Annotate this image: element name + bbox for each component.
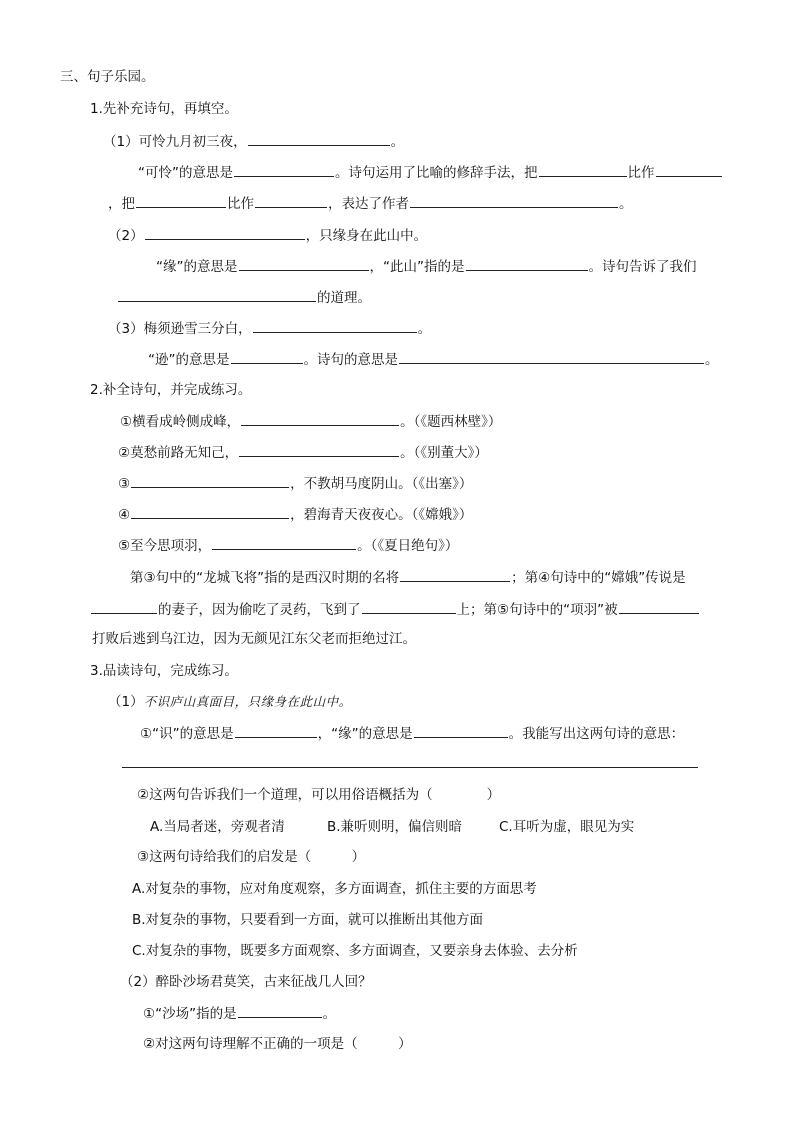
text: ③ xyxy=(118,476,131,492)
q3-p1-s2: ②这两句告诉我们一个道理，可以用俗语概括为（ ） xyxy=(137,787,501,803)
blank[interactable] xyxy=(255,194,327,208)
blank[interactable] xyxy=(253,319,417,333)
blank[interactable] xyxy=(118,288,316,302)
q2-para-b xyxy=(90,600,700,619)
blank[interactable] xyxy=(131,505,289,519)
q1-p2-sub-a xyxy=(156,257,697,276)
option-b[interactable]: B.兼听则明，偏信则暗 xyxy=(327,819,463,835)
blank[interactable] xyxy=(131,474,289,488)
text: ②莫愁前路无知己， xyxy=(118,445,239,461)
q2-title: 2.补全诗句，并完成练习。 xyxy=(90,382,252,398)
q3-p2-line: （2）醉卧沙场君莫笑，古来征战几人回？ xyxy=(120,974,372,990)
blank[interactable] xyxy=(248,132,390,146)
q1-p3-line xyxy=(108,319,431,338)
option-c[interactable]: C.对复杂的事物，既要多方面观察、多方面调查，又要亲身去体验、去分析 xyxy=(132,943,578,959)
blank[interactable] xyxy=(362,600,456,614)
blank[interactable] xyxy=(241,412,399,426)
q1-p3-sub-a xyxy=(148,350,719,369)
blank[interactable] xyxy=(239,257,369,271)
text: 。 xyxy=(619,196,633,212)
q1-p1-end: 。 xyxy=(390,134,405,150)
option-a[interactable]: A.当局者迷，旁观者清 xyxy=(150,819,285,835)
q3-title: 3.品读诗句，完成练习。 xyxy=(90,663,238,679)
text: 。 xyxy=(322,1006,337,1022)
text: ，“此山”指的是 xyxy=(369,259,465,275)
poem-text: 不识庐山真面目，只缘身在此山中。 xyxy=(143,694,352,709)
q1-p2-sub-b xyxy=(117,288,371,307)
text: ，“缘”的意思是 xyxy=(317,726,413,742)
text: 的道理。 xyxy=(317,290,371,306)
q3-p1-s3: ③这两句诗给我们的启发是（ ） xyxy=(137,849,366,865)
text: ①“识”的意思是 xyxy=(140,726,234,742)
text: 。 xyxy=(705,352,719,368)
q2-item-2 xyxy=(118,443,488,462)
blank[interactable] xyxy=(410,194,618,208)
blank[interactable] xyxy=(231,350,303,364)
q1-p1-sub-a xyxy=(138,163,723,182)
text: ；第④句诗中的“嫦娥”传说是 xyxy=(511,570,686,586)
blank[interactable] xyxy=(136,194,226,208)
text: 。（《别董大》） xyxy=(400,445,488,461)
text: 。诗句的意思是 xyxy=(303,352,398,368)
blank[interactable] xyxy=(234,163,334,177)
text: （3）梅须逊雪三分白， xyxy=(108,321,252,337)
blank[interactable] xyxy=(238,1004,322,1018)
text: 。 xyxy=(417,321,432,337)
text: ①“沙场”指的是 xyxy=(143,1006,237,1022)
q3-p2-s1 xyxy=(143,1004,336,1023)
text: ，把 xyxy=(108,196,135,212)
blank[interactable] xyxy=(619,600,699,614)
q2-para-a xyxy=(130,568,686,587)
text: ，只缘身在此山中。 xyxy=(305,228,428,244)
section-title: 三、句子乐园。 xyxy=(60,69,155,85)
blank[interactable] xyxy=(239,443,399,457)
blank[interactable] xyxy=(466,257,588,271)
blank[interactable] xyxy=(145,226,305,240)
text: 第③句中的“龙城飞将”指的是西汉时期的名将 xyxy=(130,570,400,586)
q1-p1-text: （1）可怜九月初三夜， xyxy=(103,134,247,150)
text: ，表达了作者 xyxy=(328,196,409,212)
option-a[interactable]: A.对复杂的事物，应对角度观察，多方面调查，抓住主要的方面思考 xyxy=(132,881,537,897)
q3-p1-line xyxy=(108,693,352,711)
text: ⑤至今思项羽， xyxy=(118,538,212,554)
text: ，不教胡马度阴山。（《出塞》） xyxy=(290,476,473,492)
blank[interactable] xyxy=(400,568,510,582)
text: ，碧海青天夜夜心。（《嫦娥》） xyxy=(290,507,473,523)
q1-p1-line xyxy=(103,132,404,151)
q3-p1-s1 xyxy=(140,724,684,743)
option-b[interactable]: B.对复杂的事物，只要看到一方面，就可以推断出其他方面 xyxy=(132,912,484,928)
blank[interactable] xyxy=(91,600,157,614)
q1-p1-sub-b xyxy=(108,194,633,213)
text: 。我能写出这两句诗的意思： xyxy=(508,726,685,742)
q2-item-1 xyxy=(120,412,501,431)
blank[interactable] xyxy=(235,724,317,738)
blank[interactable] xyxy=(656,163,722,177)
text: 。（《夏日绝句》） xyxy=(357,538,459,554)
blank[interactable] xyxy=(399,350,704,364)
q1-title: 1.先补充诗句，再填空。 xyxy=(90,101,238,117)
option-c[interactable]: C.耳听为虚，眼见为实 xyxy=(499,819,635,835)
text: （1） xyxy=(108,694,144,710)
q2-item-5 xyxy=(118,536,458,555)
q2-para-c: 打败后逃到乌江边，因为无颜见江东父老而拒绝过江。 xyxy=(92,631,416,647)
text: 。（《题西林壁》） xyxy=(400,414,502,430)
text: 的妻子，因为偷吃了灵药，飞到了 xyxy=(158,602,361,618)
blank[interactable] xyxy=(414,724,508,738)
q2-item-3 xyxy=(118,474,472,493)
text: 比作 xyxy=(227,196,254,212)
q1-p2-line xyxy=(108,226,427,245)
text: 。诗句告诉了我们 xyxy=(588,259,697,275)
blank[interactable] xyxy=(212,536,356,550)
blank[interactable] xyxy=(539,163,627,177)
text: “可怜”的意思是 xyxy=(138,165,233,181)
text: 比作 xyxy=(627,165,655,181)
text: “逊”的意思是 xyxy=(148,352,230,368)
text: 。诗句运用了比喻的修辞手法，把 xyxy=(335,165,538,181)
q2-item-4 xyxy=(118,505,472,524)
q3-p2-s2: ②对这两句诗理解不正确的一项是（ ） xyxy=(143,1036,412,1052)
answer-line[interactable] xyxy=(122,767,698,768)
text: （2） xyxy=(108,228,144,244)
text: ①横看成岭侧成峰， xyxy=(120,414,241,430)
text: 上；第⑤句诗中的“项羽”被 xyxy=(456,602,618,618)
text: ④ xyxy=(118,507,131,523)
text: “缘”的意思是 xyxy=(156,259,238,275)
